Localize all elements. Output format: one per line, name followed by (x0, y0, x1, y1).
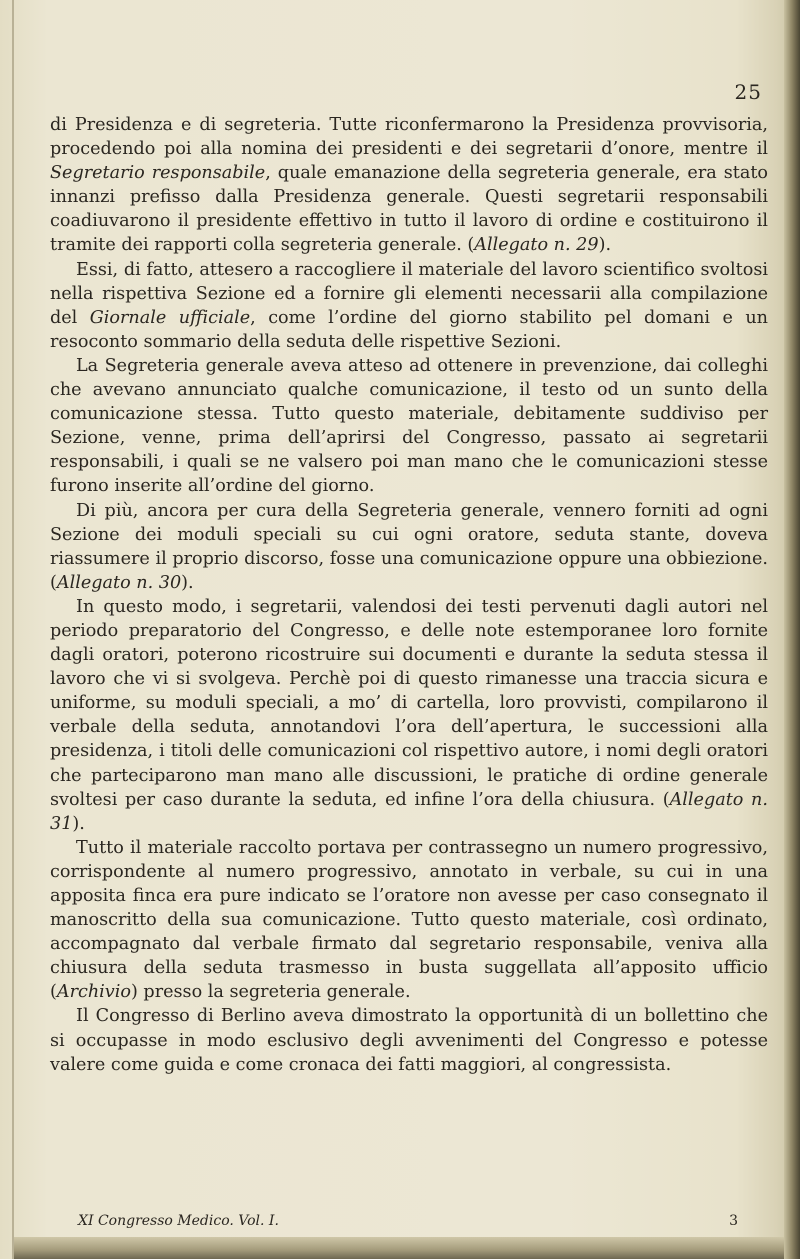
paragraph (50, 258, 768, 354)
paragraph-text: Di più, ancora per cura della Segreteria generale, vennero forniti ad ogni Sezione dei moduli speciali su cui ogni oratore, seduta stante, doveva riassumere il proprio discorso, fosse una comunicazione oppure una obbiezione. ( (50, 500, 768, 593)
page-number: 25 (734, 80, 762, 104)
page-bottom-edge (14, 1237, 784, 1259)
italic-text: Segretario responsabile (50, 163, 266, 184)
paragraph-text: , quale emanazione della segreteria generale, era stato innanzi prefisso dalla Presidenza generale. Questi segretarii responsabili coadiuvarono il presidente effettivo in tutto il lavoro di ordine e costituirono il tramite dei rapporti colla segreteria generale. ( (50, 163, 768, 256)
italic-text: Archivio (56, 982, 131, 1003)
paragraph-text: Il Congresso di Berlino aveva dimostrato la opportunità di un bollettino che si occupasse in modo esclusivo degli avvenimenti del Congresso e potesse valere come guida e come cronaca dei fatti maggiori, al congressista. (50, 1006, 768, 1075)
paragraph (50, 836, 768, 1005)
italic-text: Allegato n. 31 (50, 789, 768, 834)
footer-title: XI Congresso Medico. Vol. I. (78, 1213, 279, 1229)
paragraph-text: ). (181, 572, 194, 593)
italic-text: Allegato n. 30 (56, 572, 182, 593)
paragraph (50, 354, 768, 499)
paragraph (50, 1004, 768, 1076)
italic-text: Allegato n. 29 (474, 235, 599, 256)
paragraph-text: Essi, di fatto, attesero a raccogliere il materiale del lavoro scientifico svoltosi nella rispettiva Sezione ed a fornire gli elementi necessarii alla compilazione del (50, 259, 768, 328)
paragraph (50, 113, 768, 258)
page-footer (78, 1213, 738, 1229)
paragraph-text: ) presso la segreteria generale. (130, 982, 411, 1003)
paragraph-text: La Segreteria generale aveva atteso ad ottenere in prevenzione, dai colleghi che avevano annunciato qualche comunicazione, il testo od un sunto della comunicazione stessa. Tutto questo materiale, debitamente suddiviso per Sezione, venne, prima dell’aprirsi del Congresso, passato ai segretarii responsabili, i quali se ne valsero poi man mano che le comunicazioni stesse furono inserite all’ordine del giorno. (50, 355, 768, 497)
paragraph-text: ). (598, 235, 612, 256)
paragraph (50, 499, 768, 595)
paragraph-text: , come l’ordine del giorno stabilito pel domani e un resoconto sommario della seduta delle rispettive Sezioni. (50, 307, 768, 352)
paragraph-text: di Presidenza e di segreteria. Tutte riconfermarono la Presidenza provvisoria, procedendo poi alla nomina dei presidenti e dei segretarii d’onore, mentre il (50, 115, 768, 160)
page-right-edge (784, 0, 800, 1259)
paragraph-text: Tutto il materiale raccolto portava per contrassegno un numero progressivo, corrispondente al numero progressivo, annotato in verbale, su cui in una apposita finca era pure indicato se l’oratore non avesse per caso consegnato il manoscritto della sua comunicazione. Tutto questo materiale, così ordinato, accompagnato dal verbale firmato dal segretario responsabile, veniva alla chiusura della seduta trasmesso in busta suggellata all’apposito ufficio ( (50, 837, 768, 1003)
paragraph-text: ). (72, 813, 85, 834)
italic-text: Giornale ufficiale (89, 307, 251, 328)
paragraph (50, 595, 768, 836)
page-left-edge (12, 0, 14, 1259)
body-text (50, 113, 768, 1077)
signature-mark: 3 (729, 1213, 738, 1229)
paragraph-text: In questo modo, i segretarii, valendosi dei testi pervenuti dagli autori nel periodo preparatorio del Congresso, e delle note estemporanee loro fornite dagli oratori, poterono ricostruire sui documenti e durante la seduta stessa il lavoro che vi si svolgeva. Perchè poi di questo rimanesse una traccia sicura e uniforme, su moduli speciali, a mo’ di cartella, loro provvisti, compilarono il verbale della seduta, annotandovi l’ora dell’apertura, le successioni alla presidenza, i titoli delle comunicazioni col rispettivo autore, i nomi degli oratori che parteciparono man mano alle discussioni, le pratiche di ordine generale svoltesi per caso durante la seduta, ed infine l’ora della chiusura. ( (50, 596, 768, 810)
